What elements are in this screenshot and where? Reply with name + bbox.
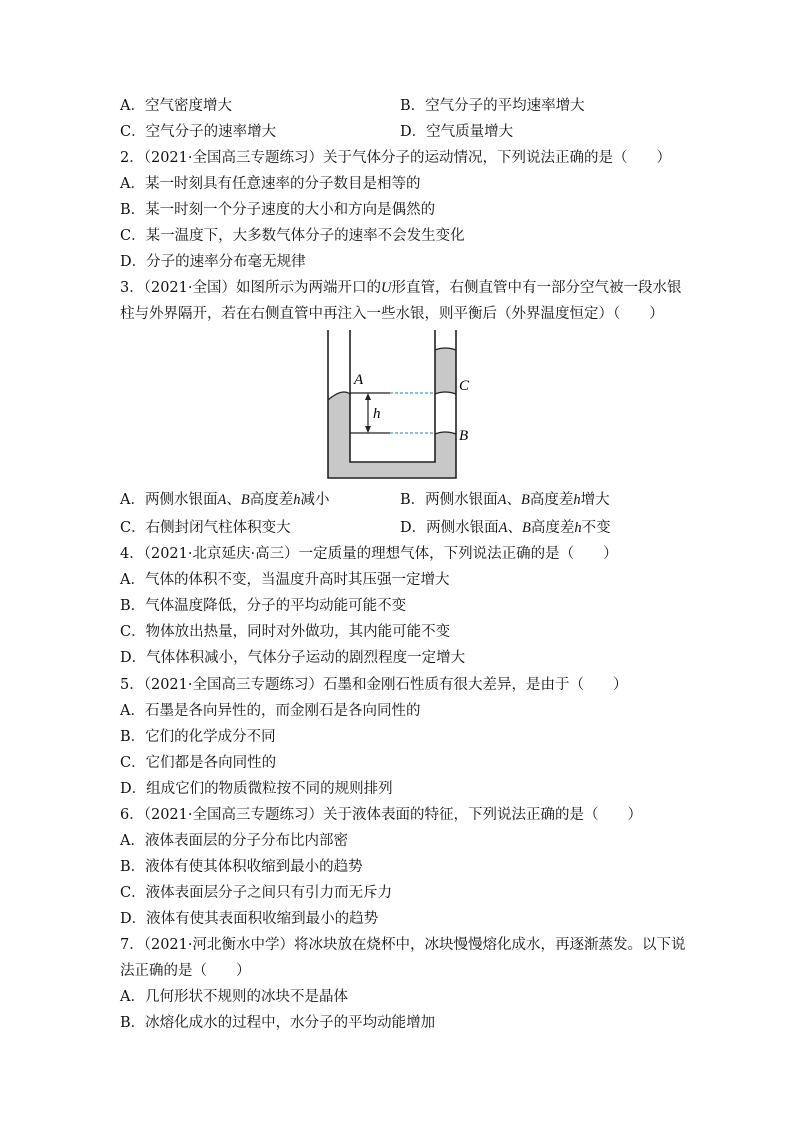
q3-a-var-h: h: [293, 492, 301, 508]
q5-stem: 5．（2021·全国高三专题练习）石墨和金刚石性质有很大差异，是由于（ ）: [120, 677, 628, 693]
q3-d-var-a: A: [498, 520, 508, 536]
q3-d-text: D．两侧水银面: [400, 520, 499, 536]
q7-stem-line1: 7．（2021·河北衡水中学）将冰块放在烧杯中，冰块慢慢熔化成水，再逐渐蒸发。以下说: [120, 937, 686, 953]
q3-stem: [120, 278, 681, 298]
q2-stem: 2．（2021·全国高三专题练习）关于气体分子的运动情况，下列说法正确的是（ ）: [120, 150, 671, 166]
q3-a-text: A．两侧水银面: [120, 492, 218, 508]
q6-option-c: C．液体表面层分子之间只有引力而无斥力: [120, 885, 393, 901]
mercury-left-and-bottom: [328, 392, 456, 478]
q7-option-a: A．几何形状不规则的冰块不是晶体: [120, 989, 348, 1005]
q4-option-a: A．气体的体积不变，当温度升高时其压强一定增大: [120, 572, 450, 588]
q3-b-mid: 高度差: [529, 492, 574, 508]
q4-option-b: B．气体温度降低，分子的平均动能可能不变: [120, 598, 407, 614]
mercury-right-column: [435, 348, 456, 394]
q5-option-a: A．石墨是各向异性的，而金刚石是各向同性的: [120, 703, 421, 719]
u-tube-figure: [320, 330, 470, 480]
tube-inner-wall: [350, 330, 435, 462]
q2-option-a: A．某一时刻具有任意速率的分子数目是相等的: [120, 176, 421, 192]
q3-d-var-h: h: [574, 520, 582, 536]
q3-d-mid: 高度差: [530, 520, 575, 536]
q1-option-d: D．空气质量增大: [400, 124, 514, 140]
q4-stem: 4．（2021·北京延庆·高三）一定质量的理想气体，下列说法正确的是（ ）: [120, 546, 618, 562]
q3-stem-part2: 形直管，右侧直管中有一部分空气被一段水银: [391, 280, 682, 296]
q2-option-d: D．分子的速率分布毫无规律: [120, 254, 306, 270]
q4-option-c: C．物体放出热量，同时对外做功，其内能可能不变: [120, 624, 451, 640]
q3-b-var-b: B: [521, 492, 530, 508]
q4-option-d: D．气体体积减小，气体分子运动的剧烈程度一定增大: [120, 650, 466, 666]
q1-option-c: C．空气分子的速率增大: [120, 124, 277, 140]
q3-b-text: B．两侧水银面: [400, 492, 498, 508]
q3-a-mid: 高度差: [249, 492, 294, 508]
q7-option-b: B．冰熔化成水的过程中，水分子的平均动能增加: [120, 1015, 436, 1031]
q3-d-sep: 、: [507, 520, 522, 536]
q5-option-d: D．组成它们的物质微粒按不同的规则排列: [120, 781, 393, 797]
q5-option-b: B．它们的化学成分不同: [120, 729, 276, 745]
q3-a-var-a: A: [217, 492, 227, 508]
q3-b-var-h: h: [573, 492, 581, 508]
q3-d-var-b: B: [521, 520, 531, 536]
q3-option-d: [400, 518, 611, 538]
label-a: A: [354, 372, 364, 388]
label-c: C: [459, 378, 470, 394]
q3-d-post: 不变: [581, 520, 611, 536]
q6-option-d: D．液体有使其表面积收缩到最小的趋势: [120, 911, 379, 927]
arrow-head-up: [365, 393, 371, 400]
q3-a-post: 减小: [300, 492, 330, 508]
q2-option-b: B．某一时刻一个分子速度的大小和方向是偶然的: [120, 202, 436, 218]
q3-b-sep: 、: [506, 492, 522, 508]
q3-a-var-b: B: [240, 492, 250, 508]
q3-b-post: 增大: [580, 492, 610, 508]
q3-option-b: [400, 490, 610, 510]
q3-stem-u: U: [381, 280, 392, 296]
q1-option-a: A．空气密度增大: [120, 98, 232, 114]
q3-stem-line2: 柱与外界隔开，若在右侧直管中再注入一些水银，则平衡后（外界温度恒定）（ ）: [120, 306, 664, 322]
q6-option-a: A．液体表面层的分子分布比内部密: [120, 833, 348, 849]
q3-option-c: C．右侧封闭气柱体积变大: [120, 520, 291, 536]
q6-stem: 6．（2021·全国高三专题练习）关于液体表面的特征，下列说法正确的是（ ）: [120, 807, 642, 823]
q3-b-var-a: A: [497, 492, 507, 508]
label-h: h: [373, 406, 381, 422]
q3-stem-part1: 3．（2021·全国）如图所示为两端开口的: [120, 280, 381, 296]
q2-option-c: C．某一温度下，大多数气体分子的速率不会发生变化: [120, 228, 465, 244]
q6-option-b: B．液体有使其体积收缩到最小的趋势: [120, 859, 363, 875]
q5-option-c: C．它们都是各向同性的: [120, 755, 277, 771]
label-b: B: [459, 428, 469, 444]
q3-a-sep: 、: [226, 492, 241, 508]
q1-option-b: B．空气分子的平均速率增大: [400, 98, 585, 114]
q7-stem-line2: 法正确的是（ ）: [120, 963, 251, 979]
arrow-head-down: [365, 426, 371, 433]
q3-option-a: [120, 490, 329, 510]
